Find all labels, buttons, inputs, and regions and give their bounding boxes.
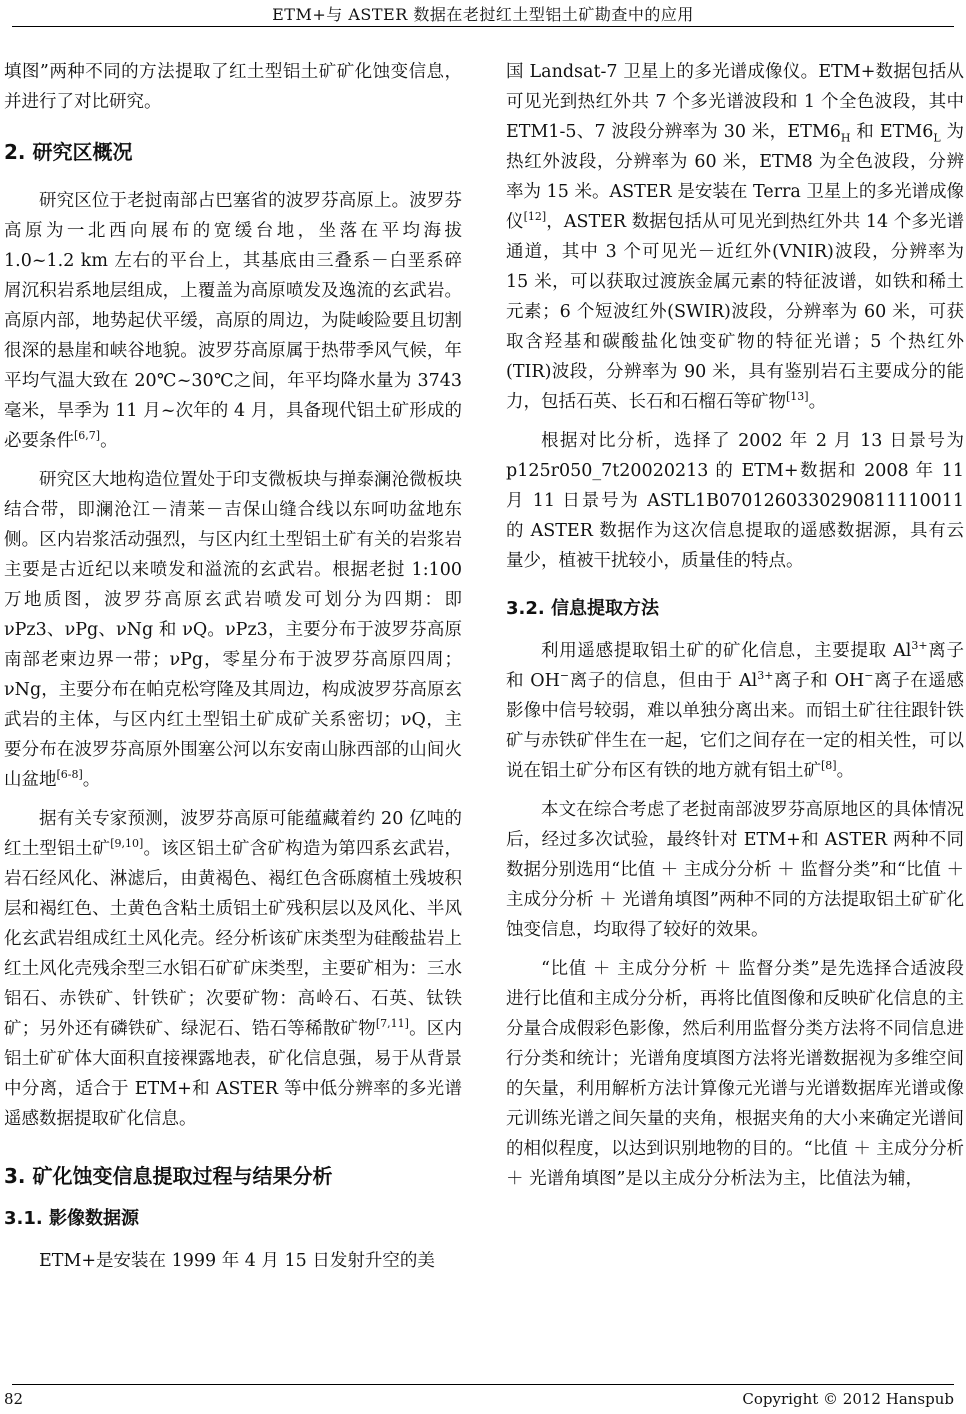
paragraph-study-area-1: 研究区位于老挝南部占巴塞省的波罗芬高原上。波罗芬高原为一北西向展布的宽缓台地，坐落在平均海拔 1.0~1.2 km 左右的平台上，其基底由三叠系－白垩系碎屑沉积岩系地层组成，上覆盖为高原喷发及逸流的玄武岩。高原内部，地势起伏平缓，高原的周边，为陡峻险要且切割很深的悬崖和峡谷地貌。波罗芬高原属于热带季风气候，年平均气温大致在 20℃~30℃之间，年平均降水量为 3743 毫米，旱季为 11 月~次年的 4 月，具备现代铝土矿形成的必要条件[6,7]。: [4, 191, 462, 451]
paragraph-method-2: 本文在综合考虑了老挝南部波罗芬高原地区的具体情况后，经过多次试验，最终针对 ETM+和 ASTER 两种不同数据分别选用“比值 ＋ 主成分分析 ＋ 监督分类”和“比值 ＋ 主成分分析 ＋ 光谱角填图”两种不同的方法提取铝土矿矿化蚀变信息，均取得了较好的效果。: [506, 800, 964, 940]
subsection-heading-3-2: 3.2. 信息提取方法: [506, 598, 659, 619]
section-heading-3: 3. 矿化蚀变信息提取过程与结果分析: [4, 1164, 333, 1188]
paragraph-method-1: 利用遥感提取铝土矿的矿化信息，主要提取 $Al^{3+}$离子和 OH−离子的信息，但由于 $Al^{3+}$离子和 OH−离子在遥感影像中信号较弱，难以单独分离出来。而铝土矿往往跟针铁矿与赤铁矿伴生在一起，它们之间存在一定的相关性，可以说在铝土矿分布区有铁的地方就有铝土矿[8]。: [506, 639, 965, 781]
paragraph-study-area-3: 据有关专家预测，波罗芬高原可能蕴藏着约 20 亿吨的红土型铝土矿[9,10]。该区铝土矿含矿构造为第四系玄武岩，岩石经风化、淋滤后，由黄褐色、褐红色含砾腐植土残坡积层和褐红色、土黄色含粘土质铝土矿残积层以及风化、半风化玄武岩组成红土风化壳。经分析该矿床类型为硅酸盐岩上红土风化壳残余型三水铝石矿矿床类型，主要矿相为：三水铝石、赤铁矿、针铁矿；次要矿物：高岭石、石英、钛铁矿；另外还有磷铁矿、绿泥石、锆石等稀散矿物[7,11]。区内铝土矿矿体大面积直接裸露地表，矿化信息强，易于从背景中分离，适合于 ETM+和 ASTER 等中低分辨率的多光谱遥感数据提取矿化信息。: [4, 809, 463, 1129]
paragraph-study-area-2: 研究区大地构造位置处于印支微板块与掸泰澜沧微板块结合带，即澜沧江－清莱－吉保山缝合线以东呵叻盆地东侧。区内岩浆活动强烈，与区内红土型铝土矿有关的岩浆岩主要是古近纪以来喷发和溢流的玄武岩。根据老挝 1:100 万地质图，波罗芬高原玄武岩喷发可划分为四期：即 νPz3、νPg、νNg 和 νQ。νPz3，主要分布于波罗芬高原南部老柬边界一带；νPg，零星分布于波罗芬高原四周；νNg，主要分布在帕克松穹隆及其周边，构成波罗芬高原玄武岩的主体，与区内红土型铝土矿成矿关系密切；νQ，主要分布在波罗芬高原外围塞公河以东安南山脉西部的山间火山盆地[6-8]。: [4, 470, 462, 790]
left-column: [4, 57, 462, 1276]
paragraph-intro: 填图”两种不同的方法提取了红土型铝土矿矿化蚀变信息，并进行了对比研究。: [4, 62, 462, 112]
paragraph-data-source-start: ETM+是安装在 1999 年 4 月 15 日发射升空的美: [39, 1251, 435, 1271]
citation: [13]: [786, 390, 809, 404]
running-header: ETM+与 ASTER 数据在老挝红土型铝土矿勘查中的应用: [272, 5, 694, 24]
footer-rule: [12, 1384, 954, 1385]
citation: [9,10]: [110, 837, 144, 851]
citation: [6,7]: [74, 429, 101, 443]
citation: [7,11]: [375, 1017, 409, 1031]
page-number: 82: [4, 1390, 24, 1408]
citation: [8]: [821, 759, 837, 773]
paragraph-data-source-cont: 国 Landsat-7 卫星上的多光谱成像仪。ETM+数据包括从可见光到热红外共 7 个多光谱波段和 1 个全色波段，其中 ETM1-5、7 波段分辨率为 30 米，$ETM6_H$ 和 $ETM6_L$ 为热红外波段，分辨率为 60 米，ETM8 为全色波段，分辨率为 15 米。ASTER 是安装在 Terra 卫星上的多光谱成像仪[12]，ASTER 数据包括从可见光到热红外共 14 个多光谱通道，其中 3 个可见光－近红外(VNIR)波段，分辨率为 15 米，可以获取过渡族金属元素的特征波谱，如铁和稀土元素；6 个短波红外(SWIR)波段，分辨率为 60 米，可获取含羟基和碳酸盐化蚀变矿物的特征光谱；5 个热红外(TIR)波段，分辨率为 90 米，具有鉴别岩石主要成分的能力，包括石英、长石和石榴石等矿物[13]。: [506, 62, 964, 412]
subsection-heading-3-1: 3.1. 影像数据源: [4, 1208, 139, 1229]
section-heading-2: 2. 研究区概况: [4, 140, 133, 164]
paragraph-method-3: “比值 ＋ 主成分分析 ＋ 监督分类”是先选择合适波段进行比值和主成分分析，再将比值图像和反映矿化信息的主分量合成假彩色影像，然后利用监督分类方法将不同信息进行分类和统计；光谱角度填图方法将光谱数据视为多维空间的矢量，利用解析方法计算像元光谱与光谱数据库光谱或像元训练光谱之间矢量的夹角，根据夹角的大小来确定光谱间的相似程度，以达到识别地物的目的。“比值 ＋ 主成分分析 ＋ 光谱角填图”是以主成分分析法为主，比值法为辅，: [506, 959, 964, 1189]
citation: [6-8]: [56, 768, 83, 782]
paragraph-data-selection: 根据对比分析，选择了 2002 年 2 月 13 日景号为 p125r050_7t20020213 的 ETM+数据和 2008 年 11 月 11 日景号为 ASTL1B0701260330290811110011 的 ASTER 数据作为这次信息提取的遥感数据源，具有云量少，植被干扰较小，质量佳的特点。: [506, 431, 964, 571]
copyright-notice: Copyright © 2012 Hanspub: [742, 1390, 954, 1408]
header-rule: [12, 26, 954, 27]
citation: [12]: [523, 210, 547, 224]
right-column: [506, 57, 964, 1194]
